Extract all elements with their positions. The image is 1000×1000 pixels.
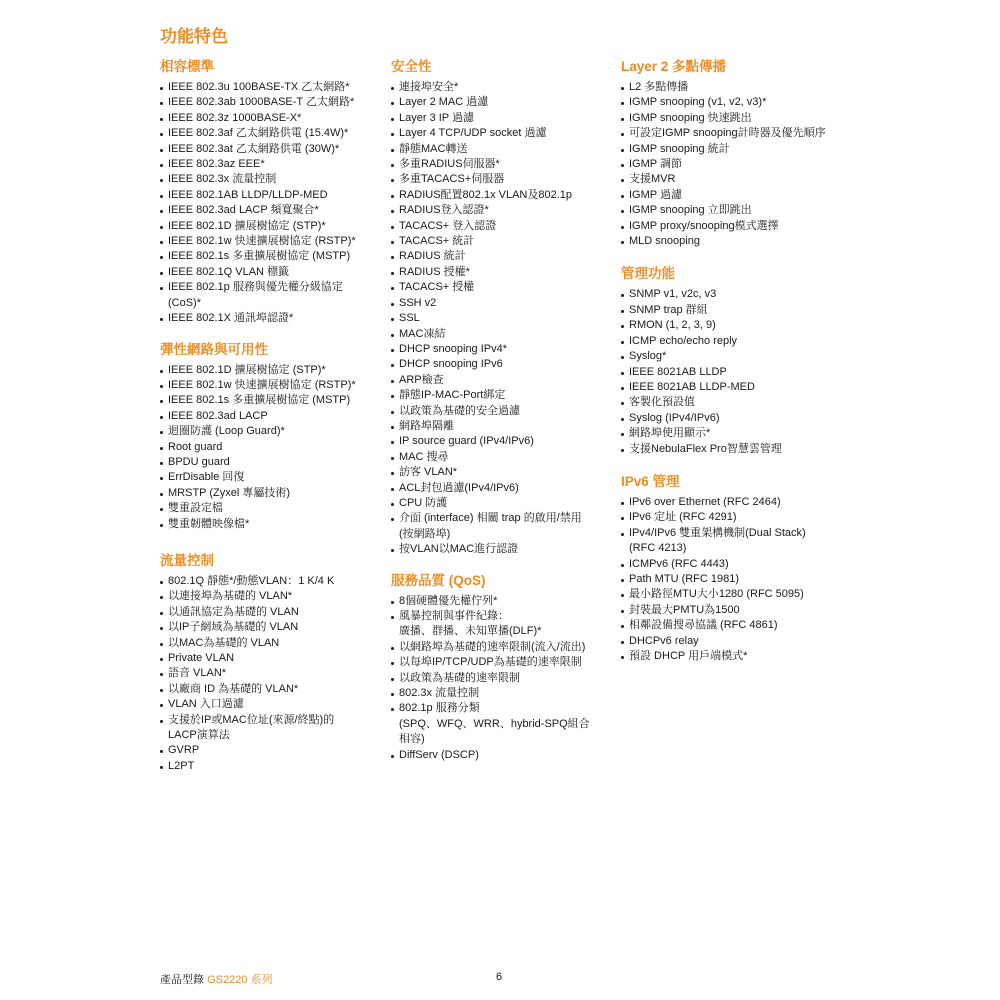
list-item: Syslog*: [621, 349, 861, 364]
footer: [160, 971, 272, 987]
list-item: 雙重韌體映像檔*: [160, 517, 388, 532]
feature-list: [621, 495, 861, 664]
list-item: MAC凍結: [391, 327, 619, 342]
section-heading: 安全性: [391, 59, 432, 74]
footer-label: 產品型錄: [160, 974, 204, 986]
list-item: IGMP 調節: [621, 157, 861, 172]
list-item: SNMP trap 群組: [621, 303, 861, 318]
list-item: IEEE 802.1s 多重擴展樹協定 (MSTP): [160, 249, 388, 264]
list-item: 支援MVR: [621, 172, 861, 187]
list-item: IEEE 802.1D 擴展樹協定 (STP)*: [160, 219, 388, 234]
list-item: MAC 搜尋: [391, 450, 619, 465]
list-item: IEEE 8021AB LLDP-MED: [621, 380, 861, 395]
list-item: IEEE 802.3ab 1000BASE-T 乙太網路*: [160, 95, 388, 110]
feature-section: [621, 265, 861, 456]
feature-list: [160, 574, 388, 774]
list-item: 網路埠隔離: [391, 419, 619, 434]
feature-section: [160, 341, 388, 532]
list-item: DiffServ (DSCP): [391, 748, 619, 763]
list-item: VLAN 入口過濾: [160, 697, 388, 712]
section-heading: Layer 2 多點傳播: [621, 59, 727, 74]
list-item: SSH v2: [391, 296, 619, 311]
list-item: 802.3x 流量控制: [391, 686, 619, 701]
list-item: DHCP snooping IPv4*: [391, 342, 619, 357]
list-item: 以廠商 ID 為基礎的 VLAN*: [160, 682, 388, 697]
list-item: IEEE 802.1p 服務與優先權分級協定 (CoS)*: [160, 280, 388, 311]
list-item: IEEE 8021AB LLDP: [621, 365, 861, 380]
list-item: BPDU guard: [160, 455, 388, 470]
list-item: IP source guard (IPv4/IPv6): [391, 434, 619, 449]
feature-section: [391, 572, 619, 763]
list-item: IEEE 802.3az EEE*: [160, 157, 388, 172]
list-item: 語音 VLAN*: [160, 666, 388, 681]
list-item: Private VLAN: [160, 651, 388, 666]
list-item: IEEE 802.1X 通訊埠認證*: [160, 311, 388, 326]
list-item: 網路埠使用顯示*: [621, 426, 861, 441]
list-item: IEEE 802.3u 100BASE-TX 乙太網路*: [160, 80, 388, 95]
list-item: 多重TACACS+伺服器: [391, 172, 619, 187]
list-item: MLD snooping: [621, 234, 861, 249]
list-item: ARP檢查: [391, 373, 619, 388]
list-item: 支援於IP或MAC位址(來源/終點)的 LACP演算法: [160, 713, 388, 744]
list-item: RADIUS登入認證*: [391, 203, 619, 218]
list-item: 以政策為基礎的速率限制: [391, 671, 619, 686]
list-item: ACL封包過濾(IPv4/IPv6): [391, 481, 619, 496]
list-item: L2 多點傳播: [621, 80, 861, 95]
section-heading: 管理功能: [621, 266, 675, 282]
list-item: 以每埠IP/TCP/UDP為基礎的速率限制: [391, 655, 619, 670]
list-item: IPv4/IPv6 雙重架構機制(Dual Stack) (RFC 4213): [621, 526, 861, 557]
list-item: RADIUS配置802.1x VLAN及802.1p: [391, 188, 619, 203]
footer-series: GS2220 系列: [207, 974, 273, 986]
list-item: 以IP子網域為基礎的 VLAN: [160, 620, 388, 635]
section-heading: 彈性網路與可用性: [160, 341, 268, 357]
page-title: 功能特色: [160, 27, 228, 46]
feature-section: [160, 552, 388, 774]
list-item: 以MAC為基礎的 VLAN: [160, 636, 388, 651]
list-item: IEEE 802.3x 流量控制: [160, 172, 388, 187]
list-item: 以連接埠為基礎的 VLAN*: [160, 589, 388, 604]
list-item: IPv6 over Ethernet (RFC 2464): [621, 495, 861, 510]
feature-list: [391, 80, 619, 558]
list-item: IGMP 過濾: [621, 188, 861, 203]
section-heading: 相容標準: [160, 59, 214, 74]
list-item: 訪客 VLAN*: [391, 465, 619, 480]
list-item: MRSTP (Zyxel 專屬技術): [160, 486, 388, 501]
feature-section: [391, 58, 619, 558]
list-item: IGMP snooping (v1, v2, v3)*: [621, 95, 861, 110]
section-heading: IPv6 管理: [621, 473, 680, 489]
list-item: 靜態MAC轉送: [391, 142, 619, 157]
list-item: 客製化預設值: [621, 395, 861, 410]
list-item: 連接埠安全*: [391, 80, 619, 95]
list-item: Layer 2 MAC 過濾: [391, 95, 619, 110]
list-item: Layer 3 IP 過濾: [391, 111, 619, 126]
list-item: IEEE 802.1D 擴展樹協定 (STP)*: [160, 363, 388, 378]
list-item: IEEE 802.1AB LLDP/LLDP-MED: [160, 188, 388, 203]
list-item: DHCPv6 relay: [621, 634, 861, 649]
list-item: IPv6 定址 (RFC 4291): [621, 510, 861, 525]
list-item: 靜態IP-MAC-Port綁定: [391, 388, 619, 403]
list-item: CPU 防護: [391, 496, 619, 511]
list-item: Path MTU (RFC 1981): [621, 572, 861, 587]
list-item: IEEE 802.1s 多重擴展樹協定 (MSTP): [160, 393, 388, 408]
list-item: ICMPv6 (RFC 4443): [621, 557, 861, 572]
list-item: 以政策為基礎的安全過濾: [391, 404, 619, 419]
section-heading: 服務品質 (QoS): [391, 572, 486, 588]
list-item: Syslog (IPv4/IPv6): [621, 411, 861, 426]
list-item: 以通訊協定為基礎的 VLAN: [160, 605, 388, 620]
list-item: 以網路埠為基礎的速率限制(流入/流出): [391, 640, 619, 655]
list-item: 風暴控制與事件紀錄： 廣播、群播、未知單播(DLF)*: [391, 609, 619, 640]
list-item: 802.1Q 靜態*/動態VLAN：1 K/4 K: [160, 574, 388, 589]
list-item: TACACS+ 統計: [391, 234, 619, 249]
list-item: 預設 DHCP 用戶端模式*: [621, 649, 861, 664]
list-item: IGMP snooping 立即跳出: [621, 203, 861, 218]
list-item: 雙重設定檔: [160, 501, 388, 516]
list-item: GVRP: [160, 743, 388, 758]
list-item: 封裝最大PMTU為1500: [621, 603, 861, 618]
list-item: IEEE 802.3ad LACP 頻寬聚合*: [160, 203, 388, 218]
column-1: [160, 58, 388, 792]
list-item: L2PT: [160, 759, 388, 774]
list-item: IEEE 802.3af 乙太網路供電 (15.4W)*: [160, 126, 388, 141]
list-item: 相鄰設備搜尋協議 (RFC 4861): [621, 618, 861, 633]
list-item: ICMP echo/echo reply: [621, 334, 861, 349]
list-item: RMON (1, 2, 3, 9): [621, 318, 861, 333]
list-item: SSL: [391, 311, 619, 326]
feature-section: [621, 58, 861, 249]
feature-section: [160, 58, 388, 327]
list-item: 多重RADIUS伺服器*: [391, 157, 619, 172]
page-number: 6: [496, 971, 503, 983]
list-item: SNMP v1, v2c, v3: [621, 287, 861, 302]
list-item: IEEE 802.1Q VLAN 標籤: [160, 265, 388, 280]
list-item: IEEE 802.1w 快速擴展樹協定 (RSTP)*: [160, 378, 388, 393]
section-heading: 流量控制: [160, 552, 214, 568]
list-item: TACACS+ 登入認證: [391, 219, 619, 234]
feature-list: [621, 287, 861, 456]
feature-list: [391, 594, 619, 763]
list-item: IEEE 802.3ad LACP: [160, 409, 388, 424]
list-item: 介面 (interface) 相關 trap 的啟用/禁用 (按網路埠): [391, 511, 619, 542]
list-item: Layer 4 TCP/UDP socket 過濾: [391, 126, 619, 141]
column-3: [621, 58, 861, 680]
list-item: 迴圈防護 (Loop Guard)*: [160, 424, 388, 439]
list-item: IEEE 802.1w 快速擴展樹協定 (RSTP)*: [160, 234, 388, 249]
list-item: Root guard: [160, 440, 388, 455]
list-item: 可設定IGMP snooping計時器及優先順序: [621, 126, 861, 141]
list-item: RADIUS 統計: [391, 249, 619, 264]
column-2: [391, 58, 619, 781]
list-item: TACACS+ 授權: [391, 280, 619, 295]
list-item: DHCP snooping IPv6: [391, 357, 619, 372]
list-item: ErrDisable 回復: [160, 470, 388, 485]
list-item: IGMP snooping 快速跳出: [621, 111, 861, 126]
list-item: 按VLAN以MAC進行認證: [391, 542, 619, 557]
feature-list: [621, 80, 861, 249]
feature-section: [621, 473, 861, 664]
list-item: 802.1p 服務分類 (SPQ、WFQ、WRR、hybrid-SPQ組合 相容): [391, 701, 619, 747]
list-item: IEEE 802.3at 乙太網路供電 (30W)*: [160, 142, 388, 157]
list-item: IGMP proxy/snooping模式選擇: [621, 219, 861, 234]
feature-list: [160, 80, 388, 327]
list-item: 支援NebulaFlex Pro智慧雲管理: [621, 442, 861, 457]
list-item: IEEE 802.3z 1000BASE-X*: [160, 111, 388, 126]
list-item: IGMP snooping 統計: [621, 142, 861, 157]
list-item: 8個硬體優先權佇列*: [391, 594, 619, 609]
list-item: 最小路徑MTU大小1280 (RFC 5095): [621, 587, 861, 602]
list-item: RADIUS 授權*: [391, 265, 619, 280]
feature-list: [160, 363, 388, 532]
